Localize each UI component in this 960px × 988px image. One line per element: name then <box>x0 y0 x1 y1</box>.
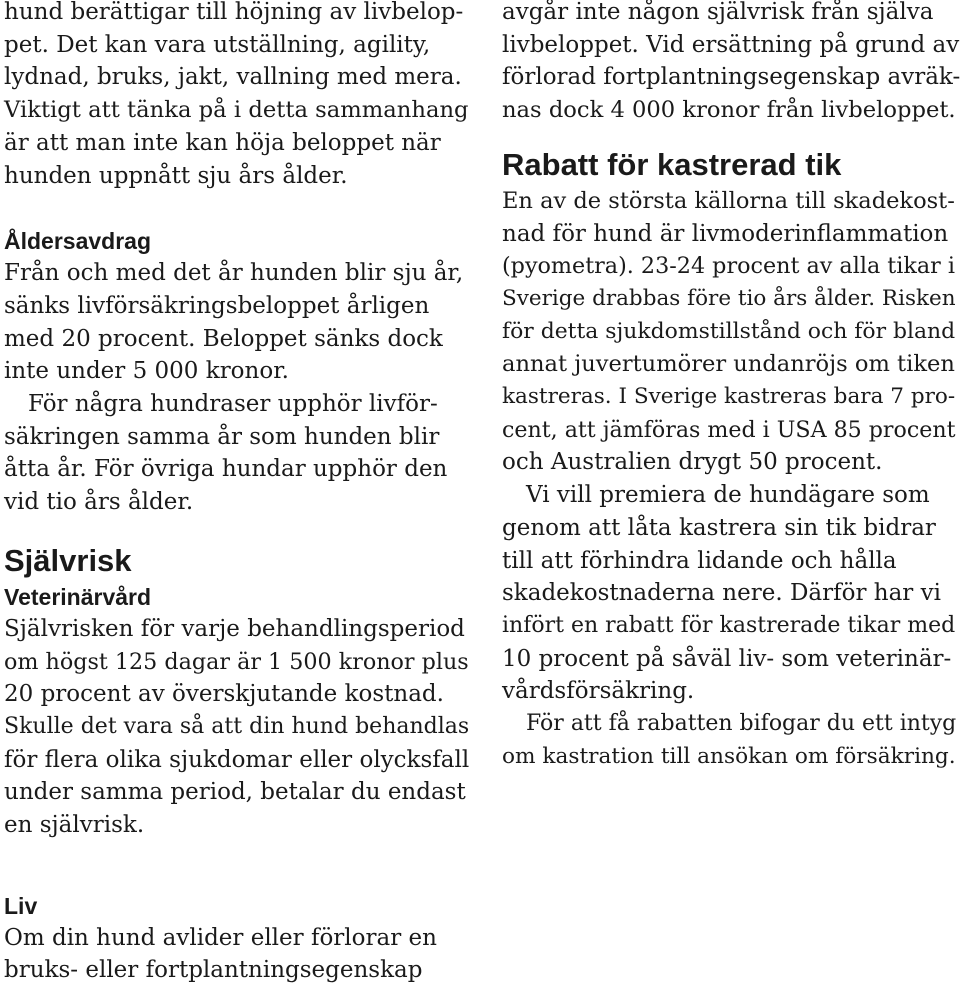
text-line: förlorad fortplantningsegenskap avräk- <box>502 64 960 91</box>
rabatt-paragraph-1 <box>502 185 960 479</box>
text-line: avgår inte någon självrisk från själva <box>502 0 934 25</box>
text-line: och Australien drygt 50 procent. <box>502 449 883 476</box>
text-line: med 20 procent. Beloppet sänks dock <box>4 325 443 352</box>
text-line: under samma period, betalar du endast <box>4 779 466 806</box>
text-line: hunden uppnått sju års ålder. <box>4 162 348 189</box>
rabatt-heading: Rabatt för kastrerad tik <box>502 146 842 182</box>
text-line: Från och med det år hunden blir sju år, <box>4 260 464 287</box>
text-line: För att få rabatten bifogar du ett intyg <box>526 711 957 737</box>
text-line: För några hundraser upphör livför- <box>28 391 438 418</box>
sjalvrisk-heading: Självrisk <box>4 542 132 578</box>
aldersavdrag-paragraph-1 <box>4 257 474 388</box>
left-column <box>4 0 474 987</box>
text-line: infört en rabatt för kastrerade tikar med <box>502 612 956 638</box>
liv-heading: Liv <box>4 892 38 919</box>
text-line: cent, att jämföras med i USA 85 procent <box>502 416 956 443</box>
text-line: kastreras. I Sverige kastreras bara 7 pro- <box>502 384 956 410</box>
text-line: lydnad, bruks, jakt, vallning med mera. <box>4 64 462 91</box>
continuation-paragraph <box>502 0 960 127</box>
liv-paragraph <box>4 922 474 987</box>
text-line: för detta sjukdomstillstånd och för bland <box>502 318 956 344</box>
text-line: Sverige drabbas före tio års ålder. Risken <box>502 285 956 311</box>
text-line: (pyometra). 23-24 procent av alla tikar i <box>502 253 955 280</box>
text-line: annat juvertumörer undanröjs om tiken <box>502 351 955 378</box>
text-line: Skulle det vara så att din hund behandlas <box>4 713 470 739</box>
text-line: Självrisken för varje behandlingsperiod <box>4 615 465 642</box>
text-line: till att förhindra lidande och hålla <box>502 547 897 574</box>
text-line: genom att låta kastrera sin tik bidrar <box>502 514 936 541</box>
text-line: nad för hund är livmoderinflammation <box>502 220 949 247</box>
text-line: hund berättigar till höjning av livbelop- <box>4 0 464 25</box>
veterinarvard-heading: Veterinärvård <box>4 583 152 610</box>
text-line: om kastration till ansökan om försäkring. <box>502 743 956 769</box>
text-line: åtta år. För övriga hundar upphör den <box>4 456 448 483</box>
text-line: vårdsförsäkring. <box>502 678 695 705</box>
right-column <box>502 0 960 773</box>
text-line: inte under 5 000 kronor. <box>4 358 289 385</box>
text-line: om högst 125 dagar är 1 500 kronor plus <box>4 648 469 675</box>
intro-paragraph <box>4 0 474 192</box>
aldersavdrag-heading: Åldersavdrag <box>4 228 152 255</box>
text-line: bruks- eller fortplantningsegenskap <box>4 957 423 984</box>
text-line: en självrisk. <box>4 812 145 839</box>
text-line: Viktigt att tänka på i detta sammanhang <box>4 97 469 124</box>
veterinarvard-paragraph <box>4 613 474 842</box>
text-line: Om din hund avlider eller förlorar en <box>4 924 437 951</box>
rabatt-paragraph-3 <box>502 708 960 773</box>
text-line: 10 procent på såväl liv- som veterinär- <box>502 645 952 672</box>
text-line: för flera olika sjukdomar eller olycksfall <box>4 746 470 773</box>
rabatt-paragraph-2 <box>502 479 960 708</box>
text-line: är att man inte kan höja beloppet när <box>4 129 441 156</box>
text-line: En av de största källorna till skadekost- <box>502 187 955 214</box>
text-line: nas dock 4 000 kronor från livbeloppet. <box>502 97 956 124</box>
text-line: livbeloppet. Vid ersättning på grund av <box>502 31 960 58</box>
text-line: säkringen samma år som hunden blir <box>4 423 440 450</box>
text-line: vid tio års ålder. <box>4 489 194 516</box>
text-line: 20 procent av överskjutande kostnad. <box>4 681 444 708</box>
text-line: Vi vill premiera de hundägare som <box>526 482 930 509</box>
aldersavdrag-paragraph-2 <box>4 388 474 519</box>
text-line: pet. Det kan vara utställning, agility, <box>4 31 431 58</box>
text-line: sänks livförsäkringsbeloppet årligen <box>4 292 430 319</box>
text-line: skadekostnaderna nere. Därför har vi <box>502 580 941 607</box>
